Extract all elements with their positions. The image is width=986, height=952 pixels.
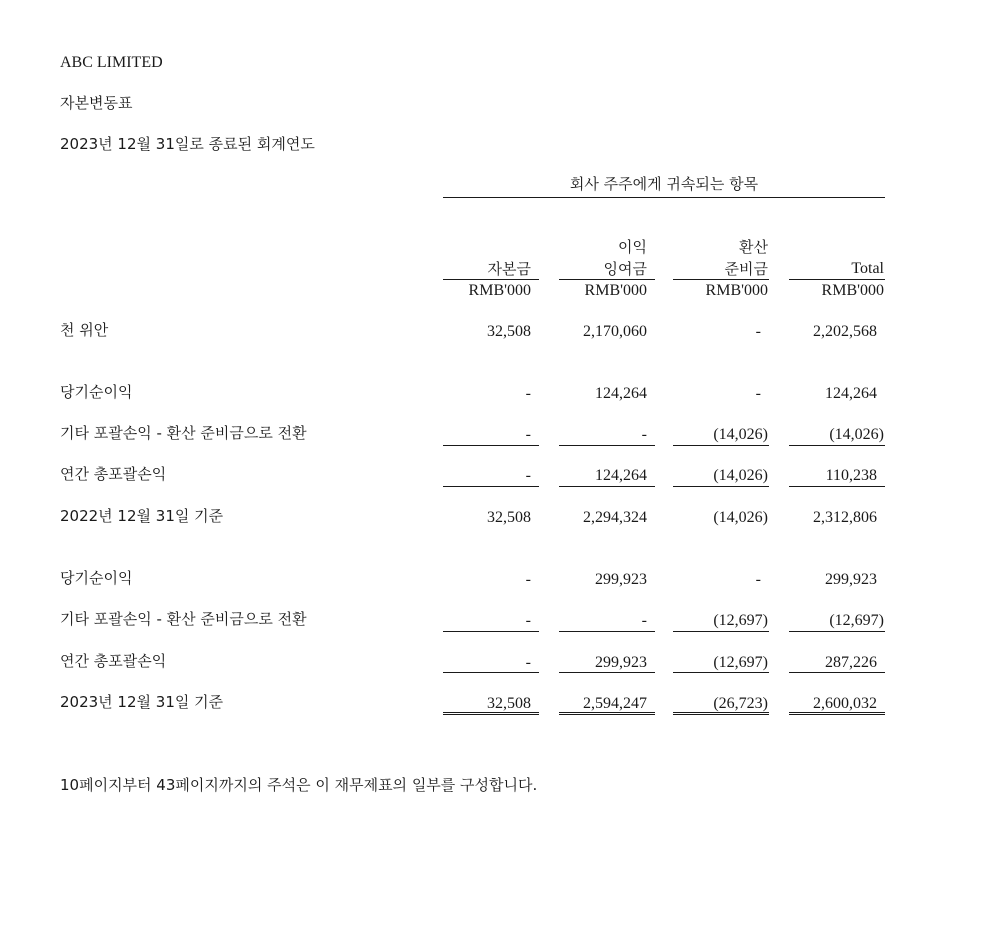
row-label: 2022년 12월 31일 기준 <box>60 507 224 525</box>
cell-value: 299,923 <box>595 571 647 588</box>
cell-value: 299,923 <box>825 571 877 588</box>
row-label: 기타 포괄손익 - 환산 준비금으로 전환 <box>60 610 307 628</box>
cell-value: - <box>525 385 531 402</box>
col-header-unit: RMB'000 <box>705 282 768 299</box>
subtotal-rule <box>443 672 539 673</box>
cell-value: - <box>525 612 531 629</box>
subtotal-rule <box>789 672 885 673</box>
cell-value: 2,600,032 <box>813 695 877 712</box>
cell-value: 32,508 <box>487 509 531 526</box>
col-header-unit: RMB'000 <box>821 282 884 299</box>
cell-value: 110,238 <box>825 467 877 484</box>
total-double-rule <box>789 712 885 715</box>
cell-value: - <box>525 571 531 588</box>
subtotal-rule <box>673 486 769 487</box>
col-header-line1: 이익 <box>618 238 647 256</box>
subtotal-rule <box>789 486 885 487</box>
col-header-unit: RMB'000 <box>584 282 647 299</box>
cell-value: 124,264 <box>595 467 647 484</box>
subtotal-rule <box>673 631 769 632</box>
cell-value: - <box>525 426 531 443</box>
col-header-capital: 자본금 <box>487 260 531 278</box>
cell-value: (12,697) <box>713 612 768 629</box>
row-label: 천 위안 <box>60 321 109 339</box>
row-label: 연간 총포괄손익 <box>60 652 167 670</box>
col-header-rule <box>789 279 885 280</box>
group-header-rule <box>443 197 885 198</box>
subtotal-rule <box>443 631 539 632</box>
cell-value: - <box>641 426 647 443</box>
cell-value: 287,226 <box>825 654 877 671</box>
subtotal-rule <box>559 445 655 446</box>
subtotal-rule <box>673 445 769 446</box>
subtotal-rule <box>673 672 769 673</box>
col-header-rule <box>443 279 539 280</box>
subtotal-rule <box>789 631 885 632</box>
col-header-rule <box>673 279 769 280</box>
col-header-translation-reserve: 준비금 <box>724 260 768 278</box>
subtotal-rule <box>443 486 539 487</box>
col-header-line1: 환산 <box>739 238 768 256</box>
row-label: 당기순이익 <box>60 383 133 401</box>
cell-value: (14,026) <box>713 509 768 526</box>
cell-value: - <box>755 323 761 340</box>
cell-value: (12,697) <box>829 612 884 629</box>
cell-value: (14,026) <box>829 426 884 443</box>
cell-value: 124,264 <box>595 385 647 402</box>
cell-value: 124,264 <box>825 385 877 402</box>
cell-value: - <box>755 385 761 402</box>
cell-value: - <box>641 612 647 629</box>
subtotal-rule <box>559 486 655 487</box>
row-label: 연간 총포괄손익 <box>60 465 167 483</box>
cell-value: - <box>525 467 531 484</box>
footnote: 10페이지부터 43페이지까지의 주석은 이 재무제표의 일부를 구성합니다. <box>60 776 538 794</box>
cell-value: (14,026) <box>713 467 768 484</box>
subtotal-rule <box>789 445 885 446</box>
col-header-unit: RMB'000 <box>468 282 531 299</box>
cell-value: - <box>755 571 761 588</box>
cell-value: (12,697) <box>713 654 768 671</box>
statement-title: 자본변동표 <box>60 94 133 112</box>
col-header-total: Total <box>851 260 884 277</box>
cell-value: 2,312,806 <box>813 509 877 526</box>
period-description: 2023년 12월 31일로 종료된 회계연도 <box>60 135 315 153</box>
subtotal-rule <box>559 672 655 673</box>
group-header: 회사 주주에게 귀속되는 항목 <box>569 175 759 193</box>
cell-value: 32,508 <box>487 695 531 712</box>
total-double-rule <box>443 712 539 715</box>
subtotal-rule <box>443 445 539 446</box>
cell-value: 299,923 <box>595 654 647 671</box>
row-label: 기타 포괄손익 - 환산 준비금으로 전환 <box>60 424 307 442</box>
cell-value: (14,026) <box>713 426 768 443</box>
col-header-rule <box>559 279 655 280</box>
cell-value: 32,508 <box>487 323 531 340</box>
cell-value: 2,170,060 <box>583 323 647 340</box>
cell-value: 2,594,247 <box>583 695 647 712</box>
cell-value: - <box>525 654 531 671</box>
total-double-rule <box>673 712 769 715</box>
row-label: 2023년 12월 31일 기준 <box>60 693 224 711</box>
company-name: ABC LIMITED <box>60 54 163 71</box>
col-header-retained-earnings: 잉여금 <box>603 260 647 278</box>
cell-value: 2,202,568 <box>813 323 877 340</box>
cell-value: 2,294,324 <box>583 509 647 526</box>
total-double-rule <box>559 712 655 715</box>
subtotal-rule <box>559 631 655 632</box>
row-label: 당기순이익 <box>60 569 133 587</box>
cell-value: (26,723) <box>713 695 768 712</box>
